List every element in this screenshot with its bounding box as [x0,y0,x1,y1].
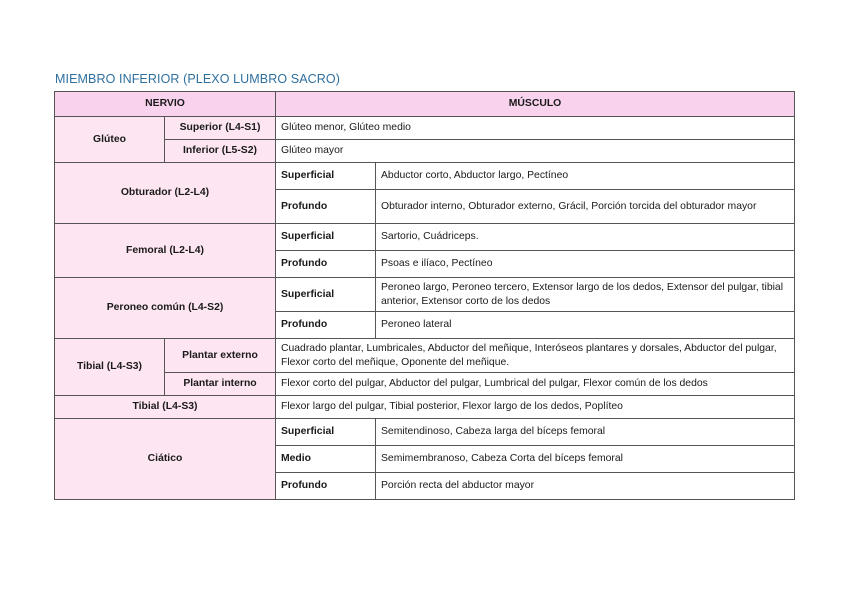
muscles-ciatico-profundo: Porción recta del abductor mayor [376,473,795,500]
branch-ciatico-superficial: Superficial [276,419,376,446]
nerve-ciatico: Ciático [55,419,276,500]
nerve-gluteo: Glúteo [55,117,165,163]
header-nervio: NERVIO [55,92,276,117]
table-row [55,339,795,373]
table-row [55,373,795,396]
table-row [55,278,795,312]
branch-gluteo-superior: Superior (L4-S1) [165,117,276,140]
muscles-obturador-superficial: Abductor corto, Abductor largo, Pectíneo [376,163,795,190]
branch-femoral-superficial: Superficial [276,224,376,251]
muscles-tibial: Flexor largo del pulgar, Tibial posterior, Flexor largo de los dedos, Poplíteo [276,396,795,419]
branch-obturador-profundo: Profundo [276,190,376,224]
nerve-muscle-table [54,91,795,500]
nerve-peroneo: Peroneo común (L4-S2) [55,278,276,339]
muscles-plantar-externo: Cuadrado plantar, Lumbricales, Abductor del meñique, Interóseos plantares y dorsales, Abductor del pulgar, Flexor corto del meñique, Oponente del meñique. [276,339,795,373]
muscles-gluteo-inferior: Glúteo mayor [276,140,795,163]
muscles-plantar-interno: Flexor corto del pulgar, Abductor del pulgar, Lumbrical del pulgar, Flexor común de los dedos [276,373,795,396]
table-header-row [55,92,795,117]
branch-femoral-profundo: Profundo [276,251,376,278]
table-row [55,396,795,419]
branch-peroneo-superficial: Superficial [276,278,376,312]
muscles-femoral-profundo: Psoas e ilíaco, Pectíneo [376,251,795,278]
branch-obturador-superficial: Superficial [276,163,376,190]
muscles-peroneo-profundo: Peroneo lateral [376,312,795,339]
branch-ciatico-medio: Medio [276,446,376,473]
branch-gluteo-inferior: Inferior (L5-S2) [165,140,276,163]
nerve-femoral: Femoral (L2-L4) [55,224,276,278]
branch-ciatico-profundo: Profundo [276,473,376,500]
header-musculo: MÚSCULO [276,92,795,117]
page-title: MIEMBRO INFERIOR (PLEXO LUMBRO SACRO) [55,72,340,86]
nerve-tibial-plantar: Tibial (L4-S3) [55,339,165,396]
muscles-ciatico-medio: Semimembranoso, Cabeza Corta del bíceps femoral [376,446,795,473]
muscles-ciatico-superficial: Semitendinoso, Cabeza larga del bíceps femoral [376,419,795,446]
table-row [55,419,795,446]
muscles-obturador-profundo: Obturador interno, Obturador externo, Grácil, Porción torcida del obturador mayor [376,190,795,224]
branch-plantar-externo: Plantar externo [165,339,276,373]
table-row [55,224,795,251]
nerve-tibial: Tibial (L4-S3) [55,396,276,419]
table-row [55,163,795,190]
table-row [55,140,795,163]
muscles-femoral-superficial: Sartorio, Cuádriceps. [376,224,795,251]
nerve-obturador: Obturador (L2-L4) [55,163,276,224]
branch-peroneo-profundo: Profundo [276,312,376,339]
table-row [55,117,795,140]
branch-plantar-interno: Plantar interno [165,373,276,396]
muscles-peroneo-superficial: Peroneo largo, Peroneo tercero, Extensor largo de los dedos, Extensor del pulgar, tibial anterior, Extensor corto de los dedos [376,278,795,312]
muscles-gluteo-superior: Glúteo menor, Glúteo medio [276,117,795,140]
